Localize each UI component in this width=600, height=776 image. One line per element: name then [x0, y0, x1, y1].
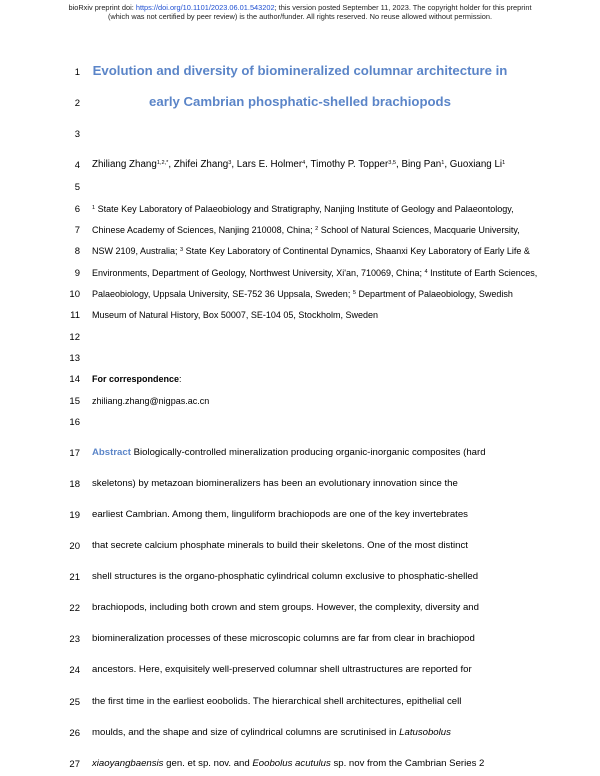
- line-number: 10: [69, 289, 80, 301]
- line-number: 22: [69, 603, 80, 615]
- author-affiliation-sup: 3,5: [388, 160, 397, 167]
- abstract-line: that secrete calcium phosphate minerals to build their skeletons. One of the most distinct: [92, 540, 468, 552]
- affiliation-text: Department of Palaeobiology, Swedish: [355, 289, 513, 300]
- taxon-name: xiaoyangbaensis: [92, 757, 164, 769]
- affiliation-sup: 1: [92, 204, 96, 211]
- paper-title-line-1: Evolution and diversity of biomineralized columnar architecture in: [92, 63, 508, 78]
- affiliation-sup: 2: [315, 226, 319, 232]
- correspondence-email[interactable]: zhiliang.zhang@nigpas.ac.cn: [92, 395, 210, 406]
- abstract-heading: Abstract: [92, 447, 131, 459]
- affiliation-text: Palaeobiology, Uppsala University, SE-752 36 Uppsala, Sweden;: [92, 289, 353, 300]
- author-affiliation-sup: 1: [441, 160, 445, 167]
- paper-title-line-2: early Cambrian phosphatic-shelled brachiopods: [149, 94, 451, 110]
- author-name: Zhiliang Zhang: [92, 159, 157, 171]
- line-number: 17: [69, 448, 80, 460]
- header-line-1: [0, 3, 600, 12]
- line-number: 20: [69, 541, 80, 553]
- abstract-text: Biologically-controlled mineralization producing organic-inorganic composites (hard: [130, 447, 486, 459]
- abstract-text: gen. et sp. nov. and: [163, 757, 253, 769]
- author-affiliation-sup: 3: [228, 160, 232, 167]
- line-number: 18: [69, 479, 80, 491]
- doi-link[interactable]: https://doi.org/10.1101/2023.06.01.543202: [135, 3, 275, 12]
- affiliation-text: State Key Laboratory of Palaeobiology and Stratigraphy, Nanjing Institute of Geology and Palaeontology,: [95, 203, 514, 214]
- line-number: 2: [74, 98, 80, 109]
- author-name: , Timothy P. Topper: [305, 159, 389, 171]
- affiliation-text: School of Natural Sciences, Macquarie University,: [318, 225, 520, 235]
- affiliation-line: [92, 289, 513, 299]
- author-name: , Zhifei Zhang: [168, 159, 229, 171]
- line-number: 1: [74, 66, 80, 78]
- affiliation-text: NSW 2109, Australia;: [92, 246, 181, 257]
- line-number: 9: [74, 267, 80, 279]
- affiliation-line: [92, 204, 514, 214]
- abstract-line: shell structures is the organo-phosphatic cylindrical column exclusive to phosphatic-shelled: [92, 571, 479, 583]
- author-name: , Guoxiang Li: [444, 159, 503, 171]
- affiliation-text: Institute of Earth Sciences,: [427, 267, 538, 278]
- author-affiliation-sup: 1,2,*: [156, 160, 169, 167]
- affiliation-line: [92, 225, 520, 235]
- line-number: 13: [69, 353, 80, 365]
- affiliation-text: State Key Laboratory of Continental Dynamics, Shaanxi Key Laboratory of Early Life &: [183, 246, 530, 257]
- abstract-text: moulds, and the shape and size of cylindrical columns are scrutinised in: [92, 726, 400, 738]
- line-number: 26: [69, 727, 80, 739]
- line-number: 12: [69, 331, 80, 343]
- author-affiliation-sup: 1: [502, 160, 506, 167]
- line-number: 6: [74, 203, 80, 215]
- line-number: 23: [69, 634, 80, 646]
- preprint-header: [0, 3, 600, 21]
- line-number: 25: [69, 696, 80, 708]
- header-text: ; this version posted September 11, 2023. The copyright holder for this preprint: [274, 3, 532, 12]
- affiliation-line: Museum of Natural History, Box 50007, SE-104 05, Stockholm, Sweden: [92, 310, 378, 321]
- line-number: 24: [69, 665, 80, 677]
- taxon-name: Eoobolus acutulus: [252, 757, 331, 769]
- line-number: 14: [69, 374, 80, 386]
- affiliation-sup: 4: [424, 268, 428, 275]
- line-number: 3: [74, 129, 80, 140]
- line-number: 15: [69, 395, 80, 407]
- abstract-line: earliest Cambrian. Among them, linguliform brachiopods are one of the key invertebrates: [92, 509, 468, 521]
- abstract-line: [92, 758, 484, 769]
- author-name: , Bing Pan: [396, 159, 442, 171]
- abstract-text: sp. nov from the Cambrian Series 2: [330, 757, 485, 769]
- line-number: 8: [74, 246, 80, 258]
- line-number: 11: [70, 310, 80, 322]
- abstract-line: skeletons) by metazoan biomineralizers has been an evolutionary innovation since the: [92, 478, 458, 490]
- abstract-line: the first time in the earliest eoobolids. The hierarchical shell architectures, epithelial cell: [92, 695, 462, 707]
- correspondence-colon: :: [179, 374, 182, 385]
- author-name: , Lars E. Holmer: [231, 159, 303, 171]
- line-number: 27: [69, 758, 80, 770]
- affiliation-sup: 3: [180, 247, 184, 254]
- author-list: [92, 159, 505, 170]
- author-affiliation-sup: 4: [302, 160, 306, 167]
- affiliation-line: [92, 268, 537, 278]
- line-number: 5: [74, 182, 80, 194]
- correspondence-label-line: [92, 374, 182, 384]
- abstract-line: [92, 447, 486, 458]
- affiliation-sup: 5: [352, 290, 356, 297]
- taxon-name: Latusobolus: [399, 726, 451, 738]
- line-number: 7: [74, 225, 80, 236]
- affiliation-line: [92, 246, 530, 256]
- correspondence-label: For correspondence: [92, 374, 180, 385]
- affiliation-text: Environments, Department of Geology, Northwest University, Xi'an, 710069, China;: [92, 267, 425, 278]
- abstract-line: ancestors. Here, exquisitely well-preserved columnar shell ultrastructures are reported for: [92, 664, 472, 676]
- line-number: 21: [69, 572, 80, 584]
- line-number: 16: [69, 417, 80, 429]
- header-text: bioRxiv preprint doi:: [68, 3, 136, 12]
- abstract-line: brachiopods, including both crown and stem groups. However, the complexity, diversity and: [92, 602, 479, 614]
- abstract-line: biomineralization processes of these microscopic columns are far from clear in brachiopod: [92, 633, 475, 645]
- affiliation-text: Chinese Academy of Sciences, Nanjing 210008, China;: [92, 225, 316, 235]
- header-line-2: (which was not certified by peer review) is the author/funder. All rights reserved. No reuse allowed without permission.: [107, 12, 493, 21]
- abstract-line: [92, 727, 451, 738]
- line-number: 19: [69, 510, 80, 522]
- line-number: 4: [74, 160, 80, 171]
